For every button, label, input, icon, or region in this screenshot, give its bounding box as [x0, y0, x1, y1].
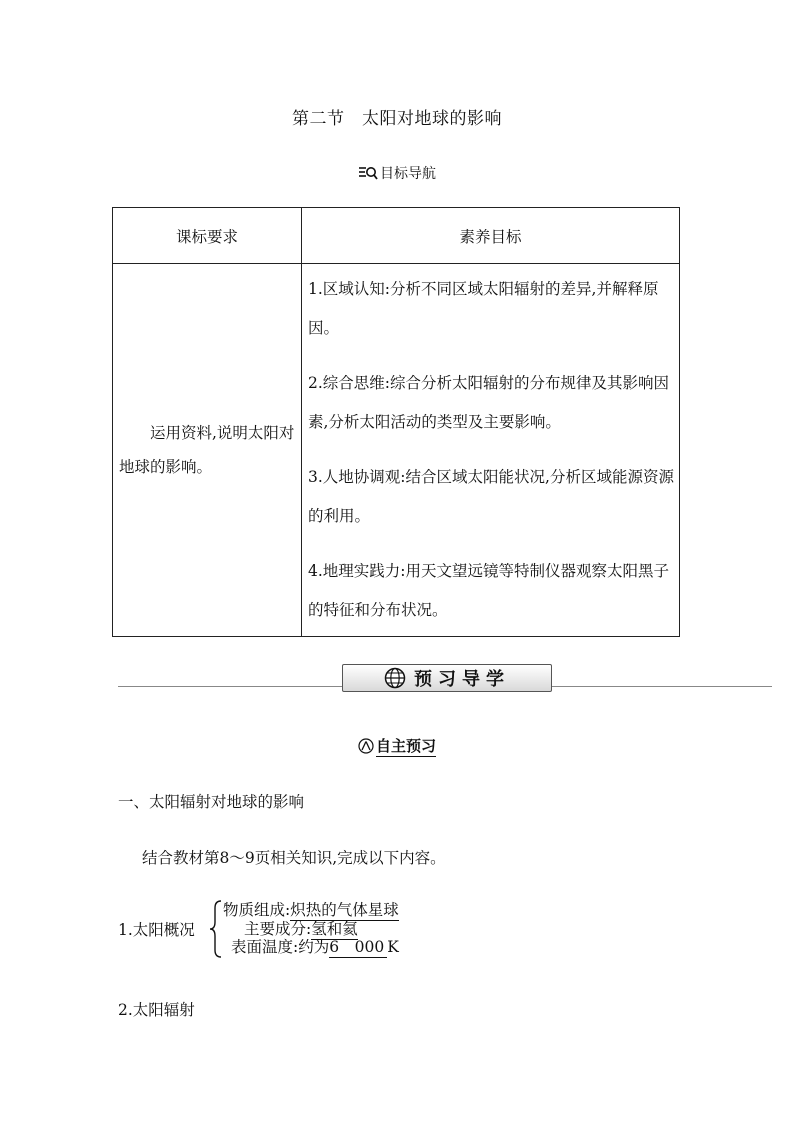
left-brace	[209, 900, 223, 958]
instruction-text: 结合教材第8～9页相关知识,完成以下内容。	[142, 849, 446, 867]
banner-rule-right	[552, 686, 772, 687]
temperature-line	[231, 937, 399, 958]
elements-label: 主要成分:	[244, 920, 312, 938]
globe-icon	[384, 667, 406, 689]
header-literacy-goals: 素养目标	[302, 208, 680, 264]
banner-rule-left	[118, 686, 342, 687]
goals-table	[112, 207, 680, 637]
goal-item: 2.综合思维:综合分析太阳辐射的分布规律及其影响因素,分析太阳活动的类型及主要影响。	[308, 374, 670, 431]
composition-line	[223, 900, 399, 921]
magnifier-list-icon	[358, 166, 378, 180]
temperature-answer: 6 000	[329, 937, 387, 958]
subsection-title: 自主预习	[375, 737, 436, 755]
temperature-label: 表面温度:约为	[231, 938, 330, 956]
goal-item: 4.地理实践力:用天文望远镜等特制仪器观察太阳黑子的特征和分布状况。	[308, 562, 670, 619]
requirement-text: 运用资料,说明太阳对地球的影响。	[119, 424, 295, 476]
goal-item: 1.区域认知:分析不同区域太阳辐射的差异,并解释原因。	[308, 280, 659, 337]
goal-item: 3.人地协调观:结合区域太阳能状况,分析区域能源资源的利用。	[308, 468, 674, 525]
section-title: 第二节 太阳对地球的影响	[292, 109, 502, 129]
banner-title: 预习导学	[414, 669, 510, 690]
composition-answer: 炽热的气体星球	[290, 901, 399, 919]
heading-solar-radiation: 一、太阳辐射对地球的影响	[118, 793, 305, 811]
goals-cell	[302, 264, 680, 637]
item-solar-radiation: 2.太阳辐射	[118, 1001, 195, 1019]
nav-title: 目标导航	[380, 166, 436, 182]
table-row	[113, 264, 680, 637]
elements-answer: 氢和氦	[311, 920, 358, 938]
self-study-heading	[0, 735, 794, 756]
composition-label: 物质组成:	[223, 901, 291, 919]
sun-overview-label: 1.太阳概况	[118, 921, 195, 939]
temperature-unit: K	[387, 938, 399, 956]
preview-banner	[342, 664, 552, 692]
requirement-cell	[113, 264, 302, 637]
table-header-row	[113, 208, 680, 264]
person-circle-icon	[358, 738, 374, 754]
header-requirements: 课标要求	[113, 208, 302, 264]
target-nav-heading	[0, 163, 794, 183]
